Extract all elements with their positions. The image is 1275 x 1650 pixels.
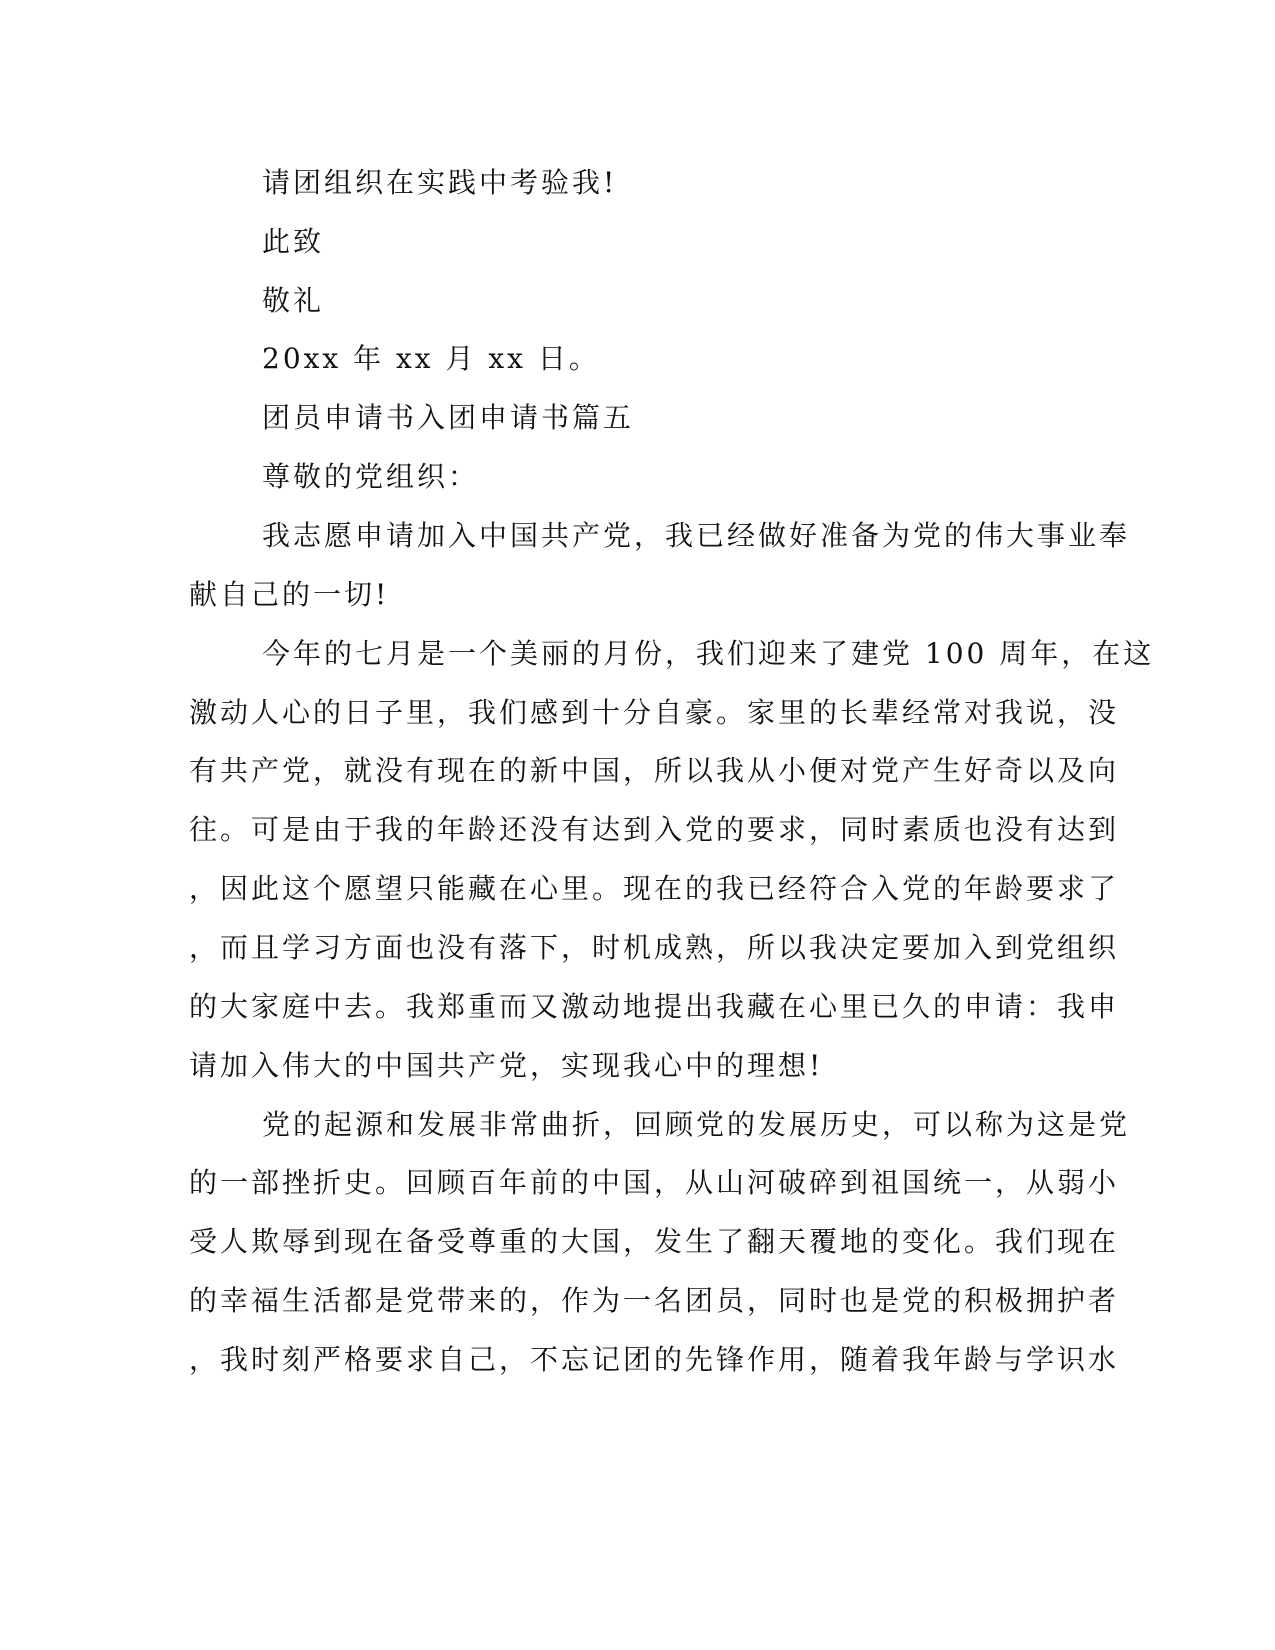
text-line: 往。可是由于我的年龄还没有达到入党的要求，同时素质也没有达到 <box>189 813 1120 846</box>
text-line: 的一部挫折史。回顾百年前的中国，从山河破碎到祖国统一，从弱小 <box>189 1166 1120 1199</box>
text-line: 有共产党，就没有现在的新中国，所以我从小便对党产生好奇以及向 <box>189 754 1120 787</box>
salutation: 尊敬的党组织： <box>262 460 480 493</box>
text-line: ，我时刻严格要求自己，不忘记团的先锋作用，随着我年龄与学识水 <box>189 1343 1120 1376</box>
text-line: 的幸福生活都是党带来的，作为一名团员，同时也是党的积极拥护者 <box>189 1284 1120 1317</box>
text-line: 此致 <box>262 225 325 258</box>
date-line: 20xx 年 xx 月 xx 日。 <box>262 342 600 375</box>
text-line: 受人欺辱到现在备受尊重的大国，发生了翻天覆地的变化。我们现在 <box>189 1225 1120 1258</box>
text-line: 今年的七月是一个美丽的月份，我们迎来了建党 100 周年，在这 <box>262 637 1155 670</box>
text-line: 请加入伟大的中国共产党，实现我心中的理想! <box>189 1049 824 1082</box>
text-line: 献自己的一切! <box>189 578 390 611</box>
text-line: 党的起源和发展非常曲折，回顾党的发展历史，可以称为这是党 <box>262 1108 1131 1141</box>
text-line: ，而且学习方面也没有落下，时机成熟，所以我决定要加入到党组织 <box>189 931 1120 964</box>
text-line: 激动人心的日子里，我们感到十分自豪。家里的长辈经常对我说，没 <box>189 696 1120 729</box>
text-line: ，因此这个愿望只能藏在心里。现在的我已经符合入党的年龄要求了 <box>189 872 1120 905</box>
text-line: 敬礼 <box>262 284 325 317</box>
text-line: 请团组织在实践中考验我! <box>262 166 618 199</box>
text-line: 的大家庭中去。我郑重而又激动地提出我藏在心里已久的申请：我申 <box>189 990 1120 1023</box>
section-heading: 团员申请书入团申请书篇五 <box>262 401 635 434</box>
text-line: 我志愿申请加入中国共产党，我已经做好准备为党的伟大事业奉 <box>262 519 1131 552</box>
